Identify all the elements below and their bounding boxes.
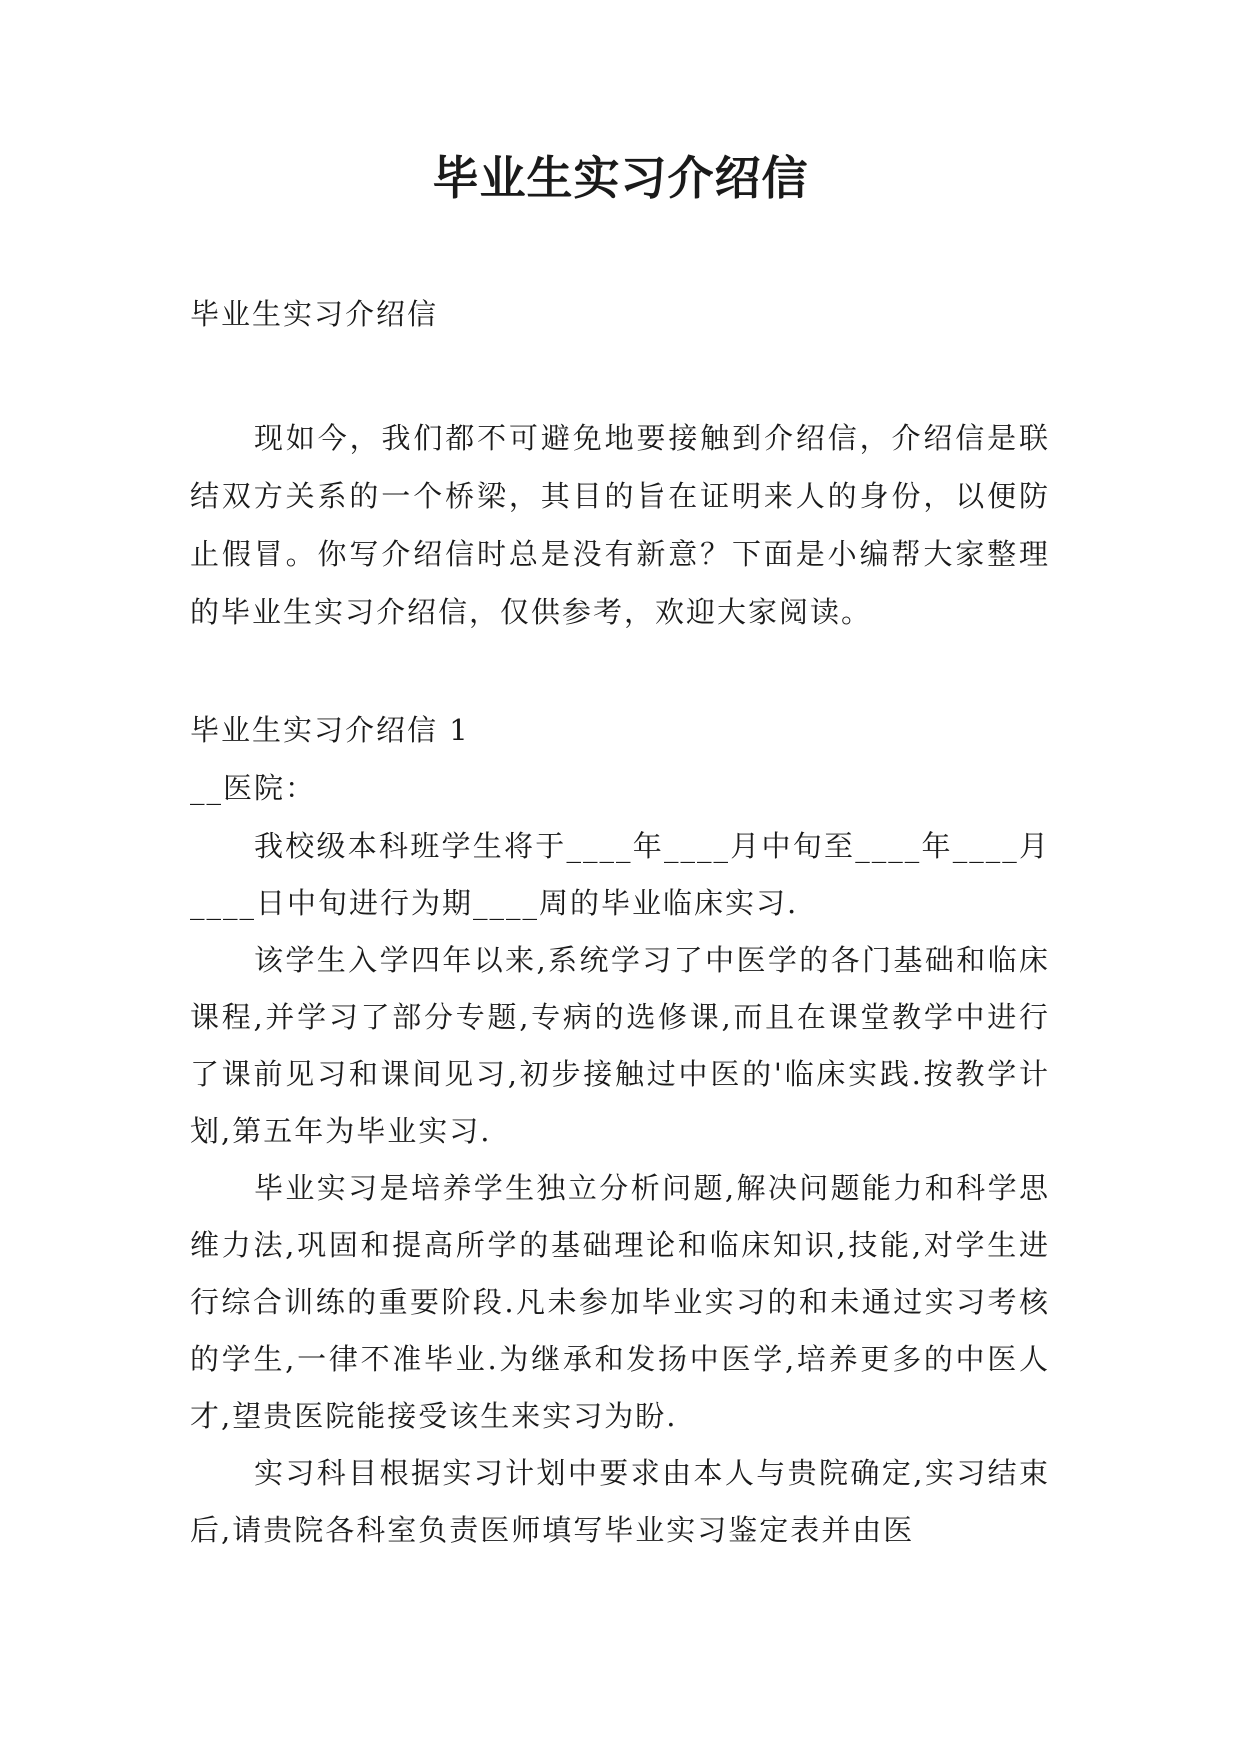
letter-paragraph: 该学生入学四年以来,系统学习了中医学的各门基础和临床课程,并学习了部分专题,专病的选修课,而且在课堂教学中进行了课前见习和课间见习,初步接触过中医的'临床实践.按教学计划,第五年为毕业实习. [190, 943, 1050, 1148]
letter-paragraph: 实习科目根据实习计划中要求由本人与贵院确定,实习结束后,请贵院各科室负责医师填写毕业实习鉴定表并由医 [190, 1456, 1050, 1547]
letter-body [190, 818, 1050, 1559]
letter-title: 毕业生实习介绍信 1 [190, 713, 470, 747]
letter-salutation: __医院： [190, 771, 317, 805]
letter-paragraph: 毕业实习是培养学生独立分析问题,解决问题能力和科学思维力法,巩固和提高所学的基础理论和临床知识,技能,对学生进行综合训练的重要阶段.凡未参加毕业实习的和未通过实习考核的学生,一律不准毕业.为继承和发扬中医学,培养更多的中医人才,望贵医院能接受该生来实习为盼. [190, 1171, 1050, 1433]
letter-paragraph: 我校级本科班学生将于____年____月中旬至____年____月____日中旬进行为期____周的毕业临床实习. [190, 829, 1050, 920]
document-title: 毕业生实习介绍信 [432, 151, 809, 205]
intro-paragraph: 现如今，我们都不可避免地要接触到介绍信，介绍信是联结双方关系的一个桥梁，其目的旨在证明来人的身份，以便防止假冒。你写介绍信时总是没有新意？下面是小编帮大家整理的毕业生实习介绍信，仅供参考，欢迎大家阅读。 [190, 421, 1050, 629]
document-subtitle: 毕业生实习介绍信 [190, 297, 439, 331]
